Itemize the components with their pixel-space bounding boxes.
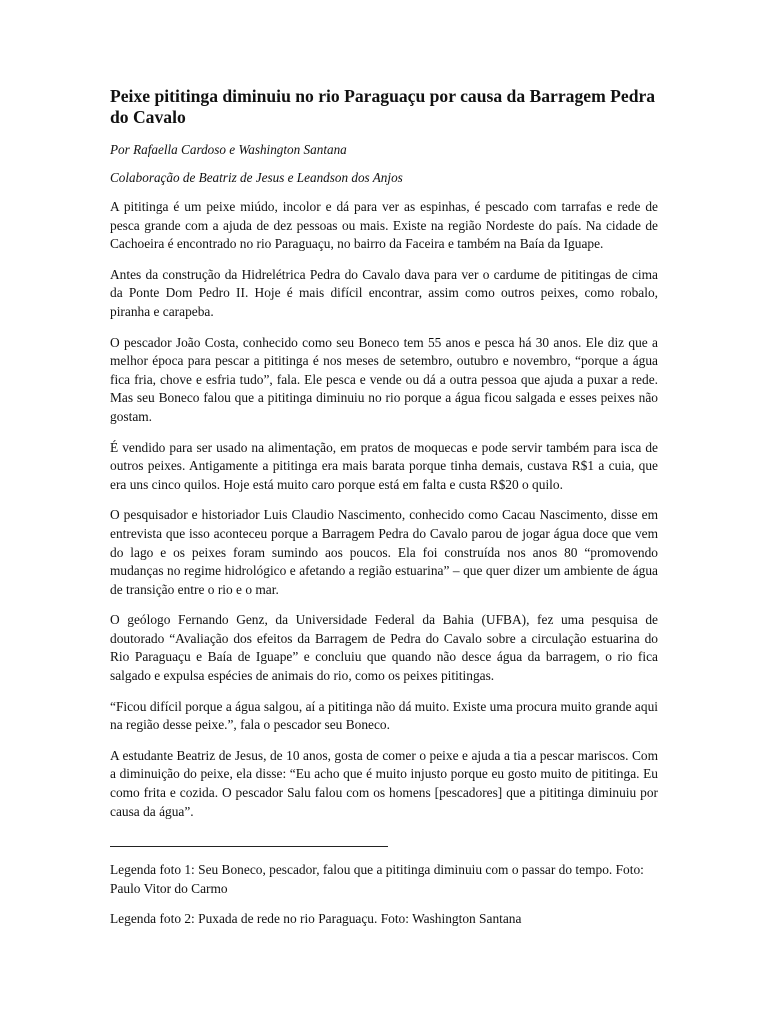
paragraph: A pititinga é um peixe miúdo, incolor e dá para ver as espinhas, é pescado com tarrafas e rede de pesca grande com a ajuda de dez pessoas ou mais. Existe na região Nordeste do país. Na cidade de Cachoeira é encontrado no rio Paraguaçu, no bairro da Faceira e também na Baía da Iguape. xyxy=(110,199,658,252)
paragraph: O pesquisador e historiador Luis Claudio Nascimento, conhecido como Cacau Nascimento, disse em entrevista que isso aconteceu porque a Barragem Pedra do Cavalo parou de jogar água doce que vem do lago e os peixes foram sumindo aos poucos. Ela foi construída nos anos 80 “promovendo mudanças no regime hidrológico e afetando a região estuarina” – que quer dizer um ambiente de água de transição entre o rio e o mar. xyxy=(110,507,658,597)
photo-caption-1: Legenda foto 1: Seu Boneco, pescador, falou que a pititinga diminuiu com o passar do tempo. Foto: Paulo Vitor do Carmo xyxy=(110,862,644,896)
quote-paragraph: “Ficou difícil porque a água salgou, aí a pititinga não dá muito. Existe uma procura muito grande aqui na região desse peixe.”, fala o pescador seu Boneco. xyxy=(110,698,658,733)
paragraph: O geólogo Fernando Genz, da Universidade Federal da Bahia (UFBA), fez uma pesquisa de doutorado “Avaliação dos efeitos da Barragem de Pedra do Cavalo sobre a circulação estuarina do Rio Paraguaçu e Baía de Iguape” e concluiu que quando não desce água da barragem, o rio fica salgado e expulsa espécies de animais do rio, como os peixes pititingas. xyxy=(110,612,658,684)
collaboration-credit: Colaboração de Beatriz de Jesus e Leandson dos Anjos xyxy=(110,170,403,185)
article xyxy=(110,86,658,941)
byline: Por Rafaella Cardoso e Washington Santana xyxy=(110,142,347,157)
paragraph: É vendido para ser usado na alimentação, em pratos de moquecas e pode servir também para isca de outros peixes. Antigamente a pititinga era mais barata porque tinha demais, custava R$1 a cuia, que era uns cinco quilos. Hoje está muito caro porque está em falta e custa R$20 o quilo. xyxy=(110,439,658,492)
paragraph: A estudante Beatriz de Jesus, de 10 anos, gosta de comer o peixe e ajuda a tia a pescar mariscos. Com a diminuição do peixe, ela disse: “Eu acho que é muito injusto porque eu gosto muito de pititinga. Eu como frita e cozida. O pescador Salu falou com os homens [pescadores] que a pititinga diminuiu por causa da água”. xyxy=(110,747,658,819)
article-title: Peixe pititinga diminuiu no rio Paraguaçu por causa da Barragem Pedra do Cavalo xyxy=(110,86,656,127)
paragraph: Antes da construção da Hidrelétrica Pedra do Cavalo dava para ver o cardume de pititingas de cima da Ponte Dom Pedro II. Hoje é mais difícil encontrar, assim como outros peixes, como robalo, piranha e carapeba. xyxy=(110,266,658,319)
caption-divider xyxy=(110,846,388,847)
paragraph: O pescador João Costa, conhecido como seu Boneco tem 55 anos e pesca há 30 anos. Ele diz que a melhor época para pescar a pititinga é nos meses de setembro, outubro e novembro, “porque a água fica fria, chove e esfria tudo”, fala. Ele pesca e vende ou dá a outra pessoa que ajuda a puxar a rede. Mas seu Boneco falou que a pititinga diminuiu no rio porque a água ficou salgada e esses peixes não gostam. xyxy=(110,334,658,424)
photo-caption-2: Legenda foto 2: Puxada de rede no rio Paraguaçu. Foto: Washington Santana xyxy=(110,911,522,927)
